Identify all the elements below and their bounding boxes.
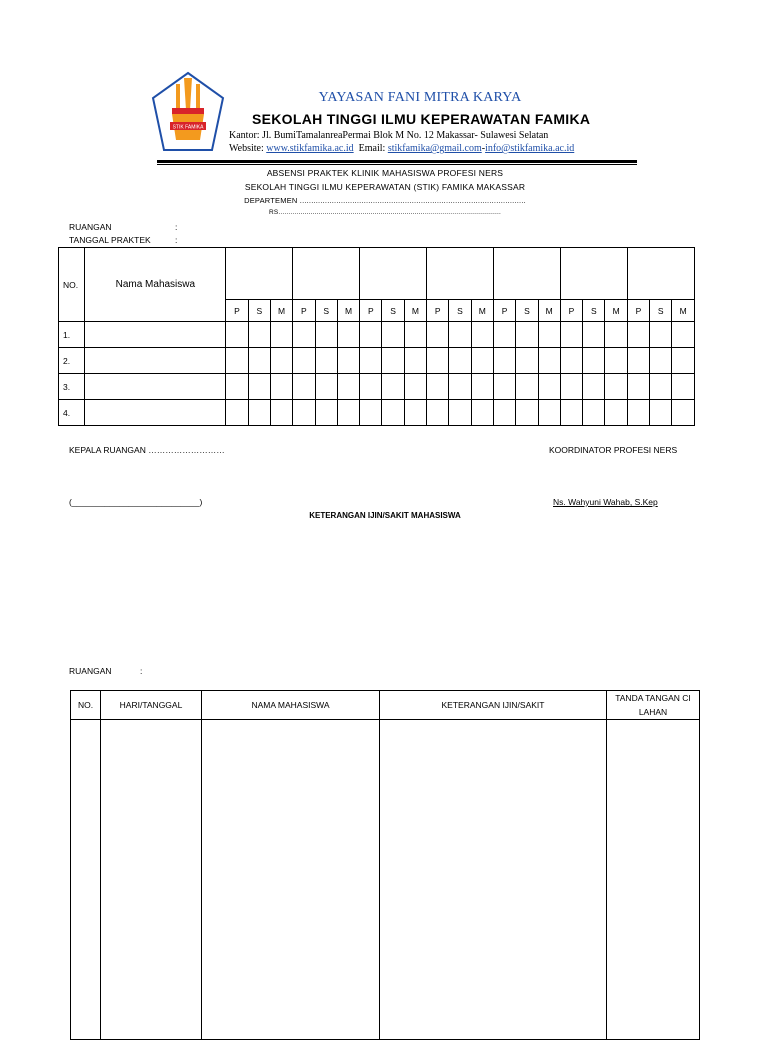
attendance-cell: [516, 348, 538, 374]
blank-signature: (___________________________): [69, 497, 203, 507]
attendance-cell: [315, 348, 337, 374]
attendance-cell: [270, 400, 292, 426]
day-header-5: [493, 248, 560, 300]
shift-cell: M: [471, 300, 493, 322]
attendance-cell: [627, 400, 649, 426]
leave-title: KETERANGAN IJIN/SAKIT MAHASISWA: [309, 511, 461, 520]
leave-cell: [607, 720, 700, 1040]
attendance-cell: [360, 322, 382, 348]
attendance-row: [59, 374, 695, 400]
leave-no-header: NO.: [71, 691, 101, 720]
attendance-cell: [538, 400, 560, 426]
doc-title-line3: DEPARTEMEN ...................................................................................................: [244, 196, 526, 205]
leave-signature-header: TANDA TANGAN CI LAHAN: [607, 691, 700, 720]
leave-name-header: NAMA MAHASISWA: [202, 691, 380, 720]
student-name-cell: [85, 374, 226, 400]
logo-text: STIK FAMIKA: [172, 124, 204, 131]
attendance-cell: [650, 322, 672, 348]
attendance-cell: [270, 374, 292, 400]
header-divider-thin: [157, 164, 637, 165]
day-header-6: [560, 248, 627, 300]
attendance-cell: [427, 348, 449, 374]
attendance-cell: [248, 348, 270, 374]
attendance-cell: [293, 400, 315, 426]
attendance-cell: [583, 322, 605, 348]
attendance-cell: [471, 322, 493, 348]
attendance-cell: [627, 374, 649, 400]
attendance-cell: [226, 348, 248, 374]
shift-cell: S: [650, 300, 672, 322]
attendance-cell: [382, 322, 404, 348]
attendance-cell: [427, 322, 449, 348]
attendance-cell: [449, 374, 471, 400]
contact-line: [229, 143, 574, 154]
attendance-cell: [650, 348, 672, 374]
email-link-1[interactable]: stikfamika@gmail.com: [387, 143, 482, 154]
attendance-cell: [471, 348, 493, 374]
attendance-cell: [516, 400, 538, 426]
attendance-cell: [293, 322, 315, 348]
day-header-1: [226, 248, 293, 300]
attendance-cell: [493, 374, 515, 400]
shift-cell: M: [404, 300, 426, 322]
row-number: 1.: [59, 322, 85, 348]
attendance-cell: [404, 400, 426, 426]
school-logo: [150, 70, 226, 154]
day-header-3: [360, 248, 427, 300]
attendance-cell: [226, 322, 248, 348]
attendance-cell: [404, 374, 426, 400]
attendance-row: [59, 348, 695, 374]
attendance-cell: [560, 322, 582, 348]
shift-cell: S: [449, 300, 471, 322]
attendance-cell: [270, 322, 292, 348]
attendance-cell: [337, 322, 359, 348]
shift-cell: M: [270, 300, 292, 322]
leave-date-header: HARI/TANGGAL: [101, 691, 202, 720]
shift-cell: M: [605, 300, 627, 322]
attendance-cell: [538, 374, 560, 400]
attendance-cell: [538, 348, 560, 374]
leave-ruangan-colon: :: [140, 666, 143, 676]
attendance-cell: [605, 322, 627, 348]
attendance-cell: [293, 348, 315, 374]
attendance-cell: [493, 400, 515, 426]
row-number: 3.: [59, 374, 85, 400]
attendance-row: [59, 400, 695, 426]
attendance-cell: [248, 322, 270, 348]
shift-cell: S: [382, 300, 404, 322]
attendance-cell: [583, 400, 605, 426]
attendance-cell: [427, 374, 449, 400]
attendance-cell: [293, 374, 315, 400]
shift-cell: P: [226, 300, 248, 322]
attendance-cell: [382, 374, 404, 400]
attendance-cell: [650, 400, 672, 426]
attendance-cell: [382, 348, 404, 374]
website-label: Website:: [229, 143, 264, 154]
day-header-2: [293, 248, 360, 300]
attendance-cell: [672, 400, 695, 426]
attendance-cell: [360, 400, 382, 426]
attendance-header-row: [59, 248, 695, 300]
shift-cell: S: [583, 300, 605, 322]
email-separator: -: [481, 143, 486, 154]
attendance-cell: [360, 348, 382, 374]
student-name-cell: [85, 322, 226, 348]
day-header-4: [427, 248, 494, 300]
kepala-ruangan: KEPALA RUANGAN ………………………: [69, 445, 225, 455]
address: Kantor: Jl. BumiTamalanreaPermai Blok M No. 12 Makassar- Sulawesi Selatan: [229, 130, 549, 141]
foundation-name: YAYASAN FANI MITRA KARYA: [318, 90, 522, 105]
attendance-cell: [560, 348, 582, 374]
leave-ruangan-label: RUANGAN: [69, 666, 112, 676]
attendance-cell: [449, 348, 471, 374]
attendance-cell: [627, 322, 649, 348]
school-name: SEKOLAH TINGGI ILMU KEPERAWATAN FAMIKA: [252, 111, 591, 127]
leave-cell: [380, 720, 607, 1040]
email-link-2[interactable]: info@stikfamika.ac.id: [485, 143, 575, 154]
shift-cell: P: [360, 300, 382, 322]
attendance-cell: [560, 374, 582, 400]
ruangan-colon: :: [175, 222, 178, 232]
student-name-cell: [85, 400, 226, 426]
attendance-cell: [404, 322, 426, 348]
leave-body-row: [71, 720, 700, 1040]
koordinator-label: KOORDINATOR PROFESI NERS: [549, 445, 678, 455]
attendance-cell: [538, 322, 560, 348]
shift-cell: S: [315, 300, 337, 322]
shift-cell: P: [293, 300, 315, 322]
attendance-cell: [493, 348, 515, 374]
leave-header-row: [71, 691, 700, 720]
attendance-cell: [248, 374, 270, 400]
shift-cell: M: [672, 300, 695, 322]
email-label: Email:: [358, 143, 386, 154]
attendance-cell: [672, 374, 695, 400]
attendance-cell: [270, 348, 292, 374]
attendance-cell: [650, 374, 672, 400]
leave-table: [70, 690, 700, 1040]
attendance-cell: [605, 374, 627, 400]
attendance-cell: [605, 348, 627, 374]
attendance-cell: [337, 400, 359, 426]
attendance-cell: [337, 374, 359, 400]
name-header: Nama Mahasiswa: [85, 248, 226, 322]
attendance-table: [58, 247, 695, 426]
website-link[interactable]: www.stikfamika.ac.id: [266, 143, 354, 154]
leave-cell: [101, 720, 202, 1040]
no-header: NO.: [59, 248, 85, 322]
shift-cell: P: [427, 300, 449, 322]
attendance-cell: [493, 322, 515, 348]
attendance-cell: [404, 348, 426, 374]
tanggal-colon: :: [175, 235, 178, 245]
attendance-cell: [248, 400, 270, 426]
ruangan-label: RUANGAN: [69, 222, 112, 232]
header-divider: [157, 160, 637, 163]
attendance-cell: [627, 348, 649, 374]
attendance-cell: [583, 348, 605, 374]
attendance-cell: [337, 348, 359, 374]
student-name-cell: [85, 348, 226, 374]
attendance-cell: [672, 322, 695, 348]
day-header-7: [627, 248, 694, 300]
row-number: 4.: [59, 400, 85, 426]
attendance-cell: [471, 374, 493, 400]
attendance-cell: [226, 374, 248, 400]
shift-cell: P: [493, 300, 515, 322]
row-number: 2.: [59, 348, 85, 374]
shift-cell: P: [560, 300, 582, 322]
attendance-cell: [672, 348, 695, 374]
attendance-cell: [471, 400, 493, 426]
shift-cell: S: [248, 300, 270, 322]
doc-title-line1: ABSENSI PRAKTEK KLINIK MAHASISWA PROFESI NERS: [266, 168, 504, 178]
leave-cell: [202, 720, 380, 1040]
attendance-cell: [427, 400, 449, 426]
doc-title-line4: RS...............................................................................................................: [268, 209, 502, 216]
attendance-cell: [226, 400, 248, 426]
attendance-row: [59, 322, 695, 348]
attendance-cell: [583, 374, 605, 400]
attendance-cell: [449, 322, 471, 348]
attendance-cell: [449, 400, 471, 426]
attendance-cell: [382, 400, 404, 426]
attendance-cell: [605, 400, 627, 426]
tanggal-label: TANGGAL PRAKTEK: [69, 235, 151, 245]
doc-title-line2: SEKOLAH TINGGI ILMU KEPERAWATAN (STIK) FAMIKA MAKASSAR: [244, 182, 526, 192]
attendance-cell: [315, 322, 337, 348]
shift-cell: M: [337, 300, 359, 322]
attendance-cell: [516, 374, 538, 400]
coordinator-name: Ns. Wahyuni Wahab, S.Kep: [553, 497, 658, 507]
attendance-cell: [560, 400, 582, 426]
attendance-cell: [516, 322, 538, 348]
leave-reason-header: KETERANGAN IJIN/SAKIT: [380, 691, 607, 720]
shift-cell: M: [538, 300, 560, 322]
attendance-cell: [315, 400, 337, 426]
attendance-cell: [315, 374, 337, 400]
shift-cell: S: [516, 300, 538, 322]
shift-cell: P: [627, 300, 649, 322]
attendance-cell: [360, 374, 382, 400]
leave-cell: [71, 720, 101, 1040]
